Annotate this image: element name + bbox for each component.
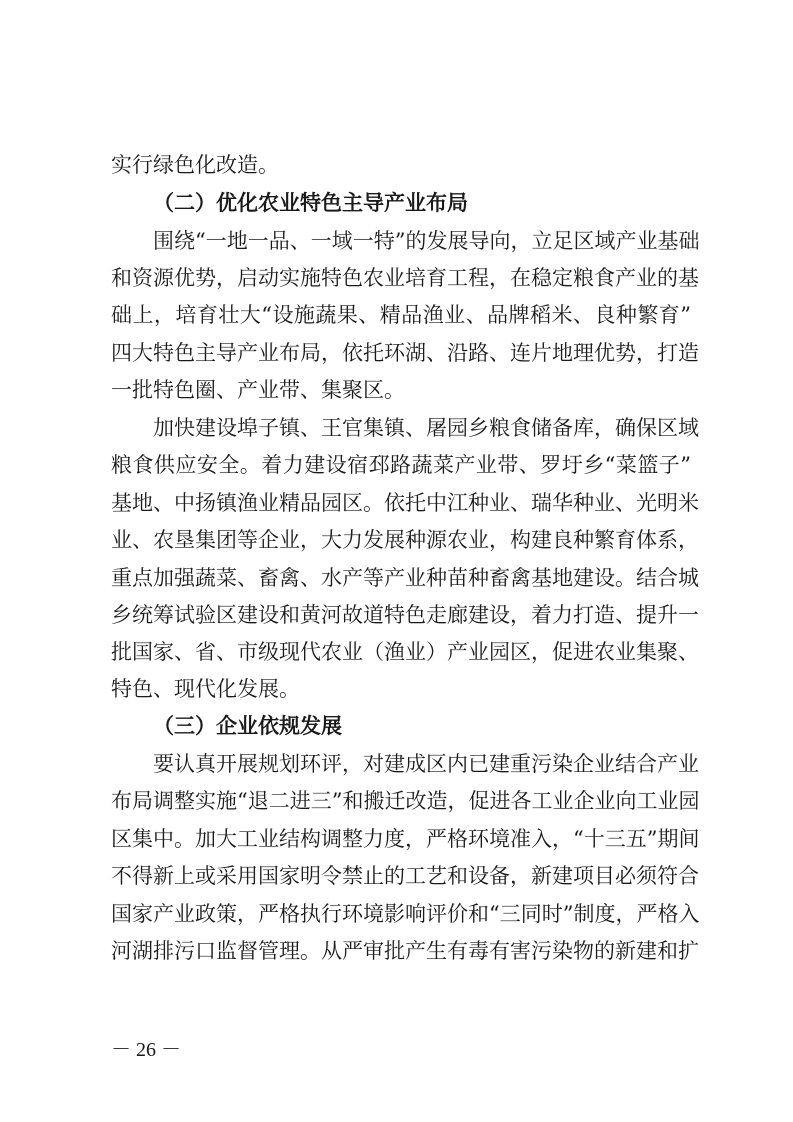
body-text-line: 围绕“一地一品、一域一特”的发展导向，立足区域产业基础: [153, 229, 700, 253]
body-text-line: 国家产业政策，严格执行环境影响评价和“三同时”制度，严格入: [111, 902, 700, 926]
body-text-line: 粮食供应安全。着力建设宿邳路蔬菜产业带、罗圩乡“菜篮子”: [111, 453, 691, 477]
body-text-line: 一批特色圈、产业带、集聚区。: [111, 378, 405, 402]
body-text-line: 重点加强蔬菜、畜禽、水产等产业种苗种畜禽基地建设。结合城: [111, 566, 699, 590]
body-text-line: 业、农垦集团等企业，大力发展种源农业，构建良种繁育体系，: [111, 528, 699, 552]
body-text-line: 布局调整实施“退二进三”和搬迁改造，促进各工业企业向工业园: [111, 789, 700, 813]
body-text-line: 四大特色主导产业布局，依托环湖、沿路、连片地理优势，打造: [111, 341, 699, 365]
body-text-line: 基地、中扬镇渔业精品园区。依托中江种业、瑞华种业、光明米: [111, 491, 699, 515]
section-heading: （二）优化农业特色主导产业布局: [153, 191, 468, 215]
body-text-line: 河湖排污口监督管理。从严审批产生有毒有害污染物的新建和扩: [111, 939, 699, 963]
body-text-line: 区集中。加大工业结构调整力度，严格环境准入，“十三五”期间: [111, 827, 700, 851]
body-text-line: 加快建设埠子镇、王官集镇、屠园乡粮食储备库，确保区域: [153, 416, 699, 440]
body-text-line: 特色、现代化发展。: [111, 677, 300, 701]
page-number: － 26 －: [111, 1039, 181, 1061]
body-text-line: 批国家、省、市级现代农业（渔业）产业园区，促进农业集聚、: [111, 640, 699, 664]
body-text-line: 要认真开展规划环评，对建成区内已建重污染企业结合产业: [153, 752, 699, 776]
body-text-line: 不得新上或采用国家明令禁止的工艺和设备，新建项目必须符合: [111, 864, 699, 888]
body-text-line: 和资源优势，启动实施特色农业培育工程，在稳定粮食产业的基: [111, 266, 699, 290]
section-heading: （三）企业依规发展: [153, 714, 342, 738]
body-text-line: 础上，培育壮大“设施蔬果、精品渔业、品牌稻米、良种繁育”: [111, 303, 691, 327]
body-text-line: 实行绿色化改造。: [111, 153, 279, 177]
body-text-line: 乡统筹试验区建设和黄河故道特色走廊建设，着力打造、提升一: [111, 603, 699, 627]
